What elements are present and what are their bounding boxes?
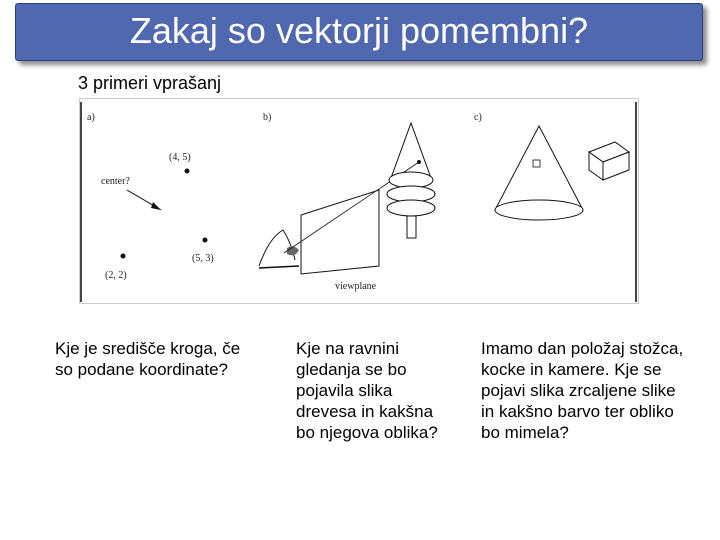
panel-c-label: c)	[474, 112, 482, 123]
question-2: Kje na ravnini gledanja se bo pojavila slika drevesa in kakšna bo njegova oblika?	[296, 339, 438, 442]
slide-title: Zakaj so vektorji pomembni?	[129, 10, 589, 51]
figure-illustration	[79, 98, 639, 304]
title-bar	[15, 3, 703, 61]
question-3: Imamo dan položaj stožca, kocke in kamere. Kje se pojavi slika zrcaljene slike in kakšno barvo ter obliko bo mimela?	[481, 339, 684, 442]
point-2-2-label: (2, 2)	[105, 270, 127, 281]
tree-tier-3	[387, 200, 435, 216]
panel-a-label: a)	[87, 112, 95, 123]
cone-base	[495, 200, 583, 220]
point-4-5-label: (4, 5)	[169, 152, 191, 163]
viewplane-label: viewplane	[335, 281, 377, 292]
point-4-5	[185, 169, 190, 174]
figure-svg	[79, 98, 639, 304]
point-5-3	[203, 238, 208, 243]
point-2-2	[121, 254, 126, 259]
slide-subtitle: 3 primeri vprašanj	[78, 73, 222, 93]
panel-b-label: b)	[263, 112, 272, 123]
tree-trunk	[407, 216, 416, 238]
point-5-3-label: (5, 3)	[192, 253, 214, 264]
question-1: Kje je središče kroga, če so podane koordinate?	[55, 339, 241, 379]
center-label: center?	[101, 176, 130, 187]
